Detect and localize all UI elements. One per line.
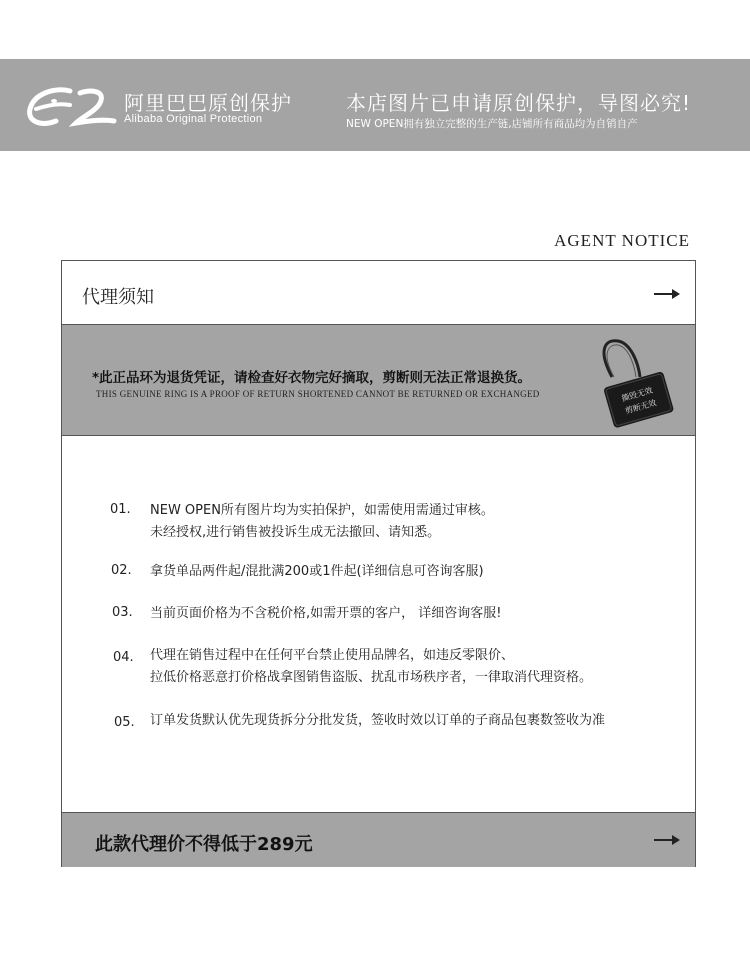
item-text: 拿货单品两件起/混批满200或1件起(详细信息可咨询客服) xyxy=(150,564,484,579)
item-number: 04. xyxy=(113,650,134,665)
item-text: 未经授权,进行销售被投诉生成无法撤回、请知悉。 xyxy=(150,525,441,540)
item-text: 当前页面价格为不含税价格,如需开票的客户， 详细咨询客服! xyxy=(150,606,502,621)
arrow-right-icon xyxy=(654,835,680,845)
item-number: 02. xyxy=(111,563,132,578)
item-number: 01. xyxy=(110,502,131,517)
ring-notice-en: THIS GENUINE RING IS A PROOF OF RETURN SHORTENED CANNOT BE RETURNED OR EXCHANGED xyxy=(96,389,540,399)
tag-text-line-1: 撕毁无效 xyxy=(620,385,654,404)
agent-notice-label: AGENT NOTICE xyxy=(554,231,690,250)
alibaba-protection-subtitle: Alibaba Original Protection xyxy=(124,113,263,125)
shop-protection-title: 本店图片已申请原创保护，导图必究! xyxy=(346,91,692,115)
item-number: 05. xyxy=(114,715,135,730)
notice-title: 代理须知 xyxy=(82,287,154,308)
arrow-right-icon xyxy=(654,289,680,299)
tag-text-line-2: 剪断无效 xyxy=(624,398,658,416)
agent-price-footer xyxy=(62,812,695,867)
original-protection-banner xyxy=(0,59,750,151)
notice-header xyxy=(62,261,695,325)
alibaba-protection-title: 阿里巴巴原创保护 xyxy=(124,91,292,115)
return-ring-notice xyxy=(62,325,695,436)
item-text: 拉低价格恶意打价格战拿图销售盗版、扰乱市场秩序者，一律取消代理资格。 xyxy=(150,670,593,685)
alibaba-logo-icon xyxy=(26,83,118,131)
agent-price-text: 此款代理价不得低于289元 xyxy=(95,834,313,855)
shop-protection-subtitle: NEW OPEN拥有独立完整的生产链,店铺所有商品均为自销自产 xyxy=(346,118,638,130)
item-text: 代理在销售过程中在任何平台禁止使用品牌名，如违反零限价、 xyxy=(150,648,515,663)
ring-notice-cn: *此正品环为退货凭证，请检查好衣物完好摘取，剪断则无法正常退换货。 xyxy=(92,370,532,386)
item-text: NEW OPEN所有图片均为实拍保护，如需使用需通过审核。 xyxy=(150,503,494,518)
return-tag-lock-icon xyxy=(594,337,674,432)
agent-notice-box xyxy=(61,260,696,867)
item-number: 03. xyxy=(112,605,133,620)
item-text: 订单发货默认优先现货拆分分批发货，签收时效以订单的子商品包裹数签收为准 xyxy=(150,713,606,728)
